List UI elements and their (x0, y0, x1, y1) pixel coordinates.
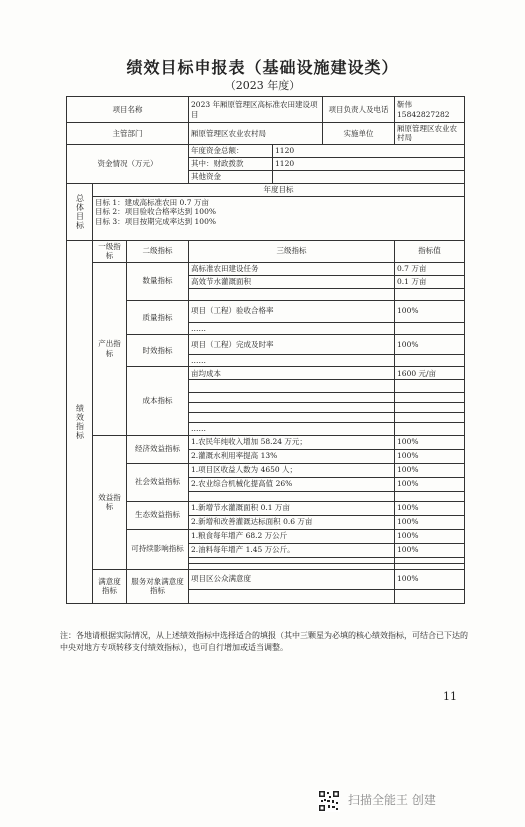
goal-item: 目标 1：建成高标准农田 0.7 万亩 (95, 197, 209, 207)
dept-value: 厢原管理区农业农村局 (189, 123, 323, 145)
indicator-value: 100% (395, 501, 465, 515)
indicator-text (189, 413, 395, 423)
page-title: 绩效目标申报表（基础设施建设类） (126, 58, 399, 77)
funds-fiscal-value: 1120 (273, 157, 465, 170)
impl-label: 实施单位 (323, 123, 395, 145)
indicator-value: 100% (395, 435, 465, 449)
indicator-value (395, 589, 465, 603)
indicator-value: 100% (395, 300, 465, 322)
project-name-label: 项目名称 (67, 97, 189, 123)
footnote: 注：各地请根据实际情况，从上述绩效指标中选择适合的填报（其中三颗星为必填的核心绩效指标，可结合已下达的中央对地方专项转移支付绩效指标），也可自行增加或适当调整。 (60, 631, 468, 653)
header-level1: 一级指标 (93, 240, 127, 262)
funds-total-value: 1120 (273, 144, 465, 157)
benefit-indicators-label: 效益指标 (93, 435, 127, 569)
qr-code-icon (318, 790, 340, 812)
quality-label: 质量指标 (127, 300, 189, 334)
indicator-value (395, 423, 465, 435)
indicator-text (189, 380, 395, 393)
annual-goal-header: 年度目标 (93, 183, 465, 196)
social-label: 社会效益指标 (127, 463, 189, 501)
indicator-text: 1.粮食每年增产 68.2 万公斤 (189, 529, 395, 543)
indicator-text: 高标准农田建设任务 (189, 262, 395, 275)
indicator-value (395, 322, 465, 334)
header-level3: 三级指标 (189, 240, 395, 262)
sustainability-label: 可持续影响指标 (127, 529, 189, 569)
indicator-value (395, 393, 465, 403)
dept-label: 主管部门 (67, 123, 189, 145)
leader-label: 项目负责人及电话 (323, 97, 395, 123)
year-label: （2023 年度） (224, 79, 301, 92)
indicator-value: 100% (395, 477, 465, 491)
indicator-text: 1.新增节水灌溉面积 0.1 万亩 (189, 501, 395, 515)
indicator-value: 0.1 万亩 (395, 275, 465, 288)
indicator-text: 项目区公众满意度 (189, 569, 395, 589)
project-name-value: 2023 年厢原管理区高标准农田建设项目 (189, 97, 323, 123)
economic-label: 经济效益指标 (127, 435, 189, 463)
indicator-value (395, 288, 465, 300)
indicator-value: 100% (395, 543, 465, 557)
impl-value: 厢原管理区农业农村局 (395, 123, 465, 145)
funds-fiscal-label: 其中：财政拨款 (189, 157, 273, 170)
indicator-value: 100% (395, 463, 465, 477)
goal-item: 目标 3：项目按期完成率达到 100% (95, 216, 216, 226)
indicator-value (395, 491, 465, 501)
indicator-value (395, 413, 465, 423)
scanner-watermark: 扫描全能王 创建 (348, 793, 436, 807)
indicator-value: 1600 元/亩 (395, 367, 465, 380)
indicator-text: 项目（工程）验收合格率 (189, 300, 395, 322)
indicator-text: 高效节水灌溉面积 (189, 275, 395, 288)
ecological-label: 生态效益指标 (127, 501, 189, 529)
indicator-text: …… (189, 423, 395, 435)
perf-indicators-label: 绩效指标 (67, 240, 93, 603)
service-satisfaction-label: 服务对象满意度指标 (127, 569, 189, 603)
funds-other-label: 其他资金 (189, 170, 273, 183)
timeliness-label: 时效指标 (127, 334, 189, 366)
indicator-value: 100% (395, 529, 465, 543)
quantity-label: 数量指标 (127, 262, 189, 300)
indicator-text (189, 589, 395, 603)
header-level2: 二级指标 (127, 240, 189, 262)
indicator-value (395, 354, 465, 366)
indicator-text: …… (189, 322, 395, 334)
indicator-value (395, 403, 465, 413)
indicator-text: 亩均成本 (189, 367, 395, 380)
indicator-value: 100% (395, 334, 465, 354)
indicator-text (189, 491, 395, 501)
goal-item: 目标 2：项目验收合格率达到 100% (95, 207, 216, 217)
indicator-value: 100% (395, 515, 465, 529)
annual-goal-body (93, 196, 465, 240)
funds-other-value (273, 170, 465, 183)
funds-total-label: 年度资金总额： (189, 144, 273, 157)
page-number: 11 (443, 690, 457, 703)
leader-value: 靳伟 15842827282 (395, 97, 465, 123)
indicator-text: 2.新增和改善灌溉达标面积 0.6 万亩 (189, 515, 395, 529)
indicator-text (189, 403, 395, 413)
indicator-text: 1.项目区收益人数为 4650 人； (189, 463, 395, 477)
indicator-text: 2.灌溉水利用率提高 13% (189, 449, 395, 463)
satisfaction-indicators-label: 满意度指标 (93, 569, 127, 603)
indicator-text (189, 288, 395, 300)
indicator-text (189, 393, 395, 403)
performance-table (66, 96, 464, 604)
indicator-value: 0.7 万亩 (395, 262, 465, 275)
indicator-value (395, 380, 465, 393)
header-value: 指标值 (395, 240, 465, 262)
indicator-text: …… (189, 354, 395, 366)
indicator-value: 100% (395, 449, 465, 463)
output-indicators-label: 产出指标 (93, 262, 127, 435)
indicator-text: 2.油料每年增产 1.45 万公斤。 (189, 543, 395, 557)
cost-label: 成本指标 (127, 367, 189, 435)
indicator-value: 100% (395, 569, 465, 589)
indicator-text: 1.农民年纯收入增加 58.24 万元； (189, 435, 395, 449)
overall-goal-label: 总体目标 (67, 183, 93, 240)
funds-label: 资金情况（万元） (67, 144, 189, 183)
indicator-text: 项目（工程）完成及时率 (189, 334, 395, 354)
indicator-text: 2.农业综合机械化提高值 26% (189, 477, 395, 491)
